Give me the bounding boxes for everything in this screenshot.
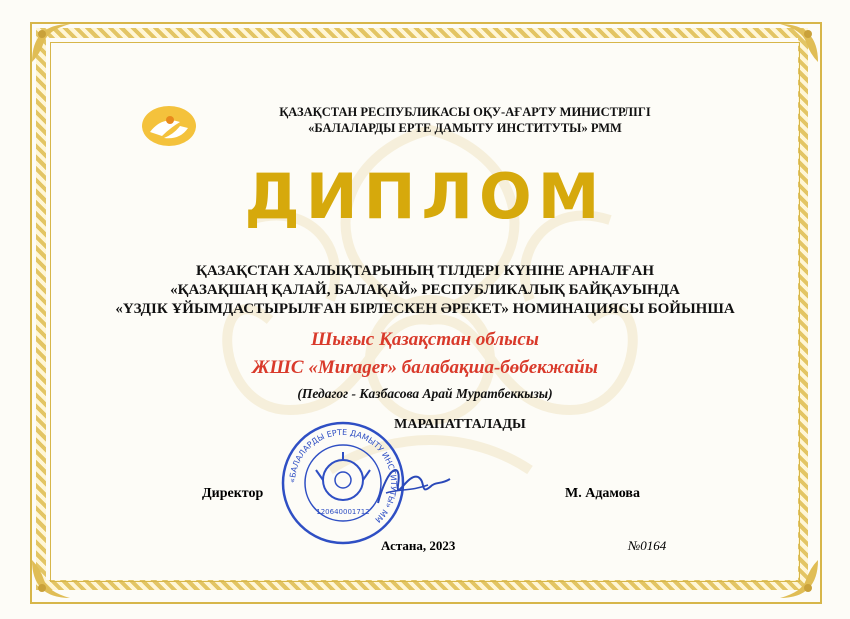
stamp-code: 120640001712 [316, 508, 370, 516]
award-text: МАРАПАТТАЛАДЫ [394, 417, 526, 432]
director-signature [368, 455, 458, 517]
director-name: М. Адамова [565, 486, 640, 501]
corner-ornament-icon [28, 556, 74, 602]
stamp-ring-text: «БАЛАЛАРДЫ ЕРТЕ ДАМЫТУ ИНСТИТУТЫ» ММ [287, 427, 399, 525]
diploma-title: ДИПЛОМ [244, 160, 606, 233]
contest-line-1: ҚАЗАҚСТАН ХАЛЫҚТАРЫНЫҢ ТІЛДЕРІ КҮНІНЕ АРНАЛҒАН [196, 263, 654, 279]
corner-ornament-icon [776, 20, 822, 66]
ministry-line-1: ҚАЗАҚСТАН РЕСПУБЛИКАСЫ ОҚУ-АҒАРТУ МИНИСТРЛІГІ [279, 105, 651, 119]
recipient-region: Шығыс Қазақстан облысы [311, 329, 539, 350]
contest-line-3: «ҮЗДІК ҰЙЫМДАСТЫРЫЛҒАН БІРЛЕСКЕН ӘРЕКЕТ» НОМИНАЦИЯСЫ БОЙЫНША [115, 301, 735, 317]
ministry-line-2: «БАЛАЛАРДЫ ЕРТЕ ДАМЫТУ ИНСТИТУТЫ» РММ [308, 121, 622, 135]
recipient-teacher: (Педагог - Казбасова Арай Муратбеккызы) [297, 386, 553, 401]
contest-line-2: «ҚАЗАҚШАҢ ҚАЛАЙ, БАЛАҚАЙ» РЕСПУБЛИКАЛЫҚ БАЙҚАУЫНДА [170, 282, 680, 298]
contest-description [0, 262, 850, 319]
corner-ornament-icon [28, 20, 74, 66]
recipient-organization: ЖШС «Murager» балабақша-бөбекжайы [252, 357, 598, 378]
director-label: Директор [202, 486, 264, 501]
state-emblem-icon [316, 452, 370, 500]
city-year: Астана, 2023 [381, 538, 456, 553]
ministry-header [40, 104, 850, 136]
corner-ornament-icon [776, 556, 822, 602]
diploma-number: №0164 [628, 538, 667, 553]
